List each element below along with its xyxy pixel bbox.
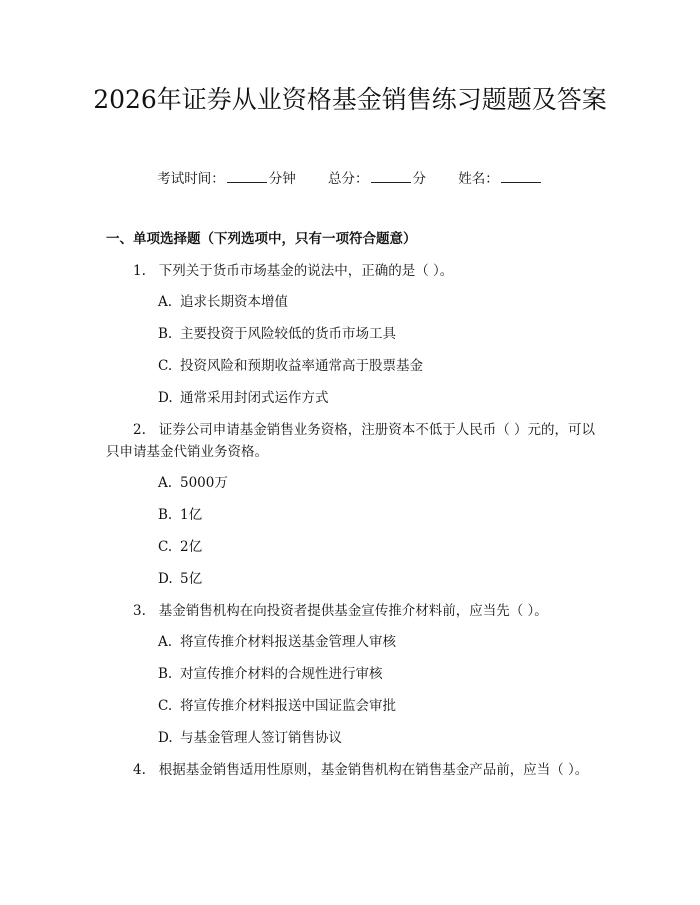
- option-letter: A.: [158, 475, 173, 491]
- question-1: [106, 260, 596, 282]
- total-score-unit: 分: [412, 171, 426, 187]
- exam-time-label: 考试时间：: [157, 171, 225, 187]
- option-text: 追求长期资本增值: [180, 294, 288, 310]
- option-letter: B.: [158, 666, 173, 682]
- question-2-option-d: [158, 569, 202, 589]
- question-3: [106, 600, 596, 622]
- option-letter: B.: [158, 507, 173, 523]
- name-field: [458, 168, 543, 189]
- total-score-label: 总分：: [328, 171, 369, 187]
- option-letter: A.: [158, 634, 173, 650]
- question-2-option-c: [158, 537, 202, 557]
- option-letter: D.: [158, 730, 173, 746]
- section-title: 一、单项选择题（下列选项中，只有一项符合题意）: [106, 231, 417, 247]
- question-text: 下列关于货币市场基金的说法中，正确的是（ ）。: [158, 263, 454, 279]
- question-text: 基金销售机构在向投资者提供基金宣传推介材料前，应当先（ ）。: [158, 603, 548, 619]
- name-label: 姓名：: [458, 171, 499, 187]
- question-1-option-c: [158, 356, 423, 376]
- question-3-option-d: [158, 728, 342, 748]
- exam-time-field: [157, 168, 296, 189]
- question-1-option-b: [158, 324, 396, 344]
- question-1-option-d: [158, 388, 329, 408]
- question-number: 2.: [133, 422, 146, 438]
- option-text: 投资风险和预期收益率通常高于股票基金: [180, 358, 423, 374]
- question-3-option-b: [158, 664, 383, 684]
- option-text: 将宣传推介材料报送基金管理人审核: [180, 634, 396, 650]
- option-letter: C.: [158, 358, 173, 374]
- option-text: 将宣传推介材料报送中国证监会审批: [180, 698, 396, 714]
- option-letter: D.: [158, 390, 173, 406]
- question-number: 1.: [133, 263, 146, 279]
- question-2-option-b: [158, 505, 202, 525]
- option-letter: D.: [158, 571, 173, 587]
- option-text: 与基金管理人签订销售协议: [180, 730, 342, 746]
- question-1-option-a: [158, 292, 288, 312]
- option-text: 5亿: [180, 571, 203, 587]
- question-2: [106, 419, 596, 463]
- question-4: [106, 759, 596, 781]
- option-text: 2亿: [180, 539, 203, 555]
- option-text: 5000万: [180, 475, 228, 491]
- exam-time-unit: 分钟: [268, 171, 296, 187]
- total-score-blank: [371, 168, 411, 183]
- exam-time-blank: [227, 168, 267, 183]
- question-number: 3.: [133, 603, 146, 619]
- question-3-option-a: [158, 632, 396, 652]
- option-text: 通常采用封闭式运作方式: [180, 390, 329, 406]
- option-text: 主要投资于风险较低的货币市场工具: [180, 326, 396, 342]
- question-3-option-c: [158, 696, 396, 716]
- option-text: 1亿: [180, 507, 203, 523]
- option-letter: B.: [158, 326, 173, 342]
- option-letter: A.: [158, 294, 173, 310]
- option-text: 对宣传推介材料的合规性进行审核: [180, 666, 383, 682]
- name-blank: [501, 168, 541, 183]
- document-title: 2026年证券从业资格基金销售练习题题及答案: [93, 85, 607, 114]
- question-2-option-a: [158, 473, 228, 493]
- question-text: 证券公司申请基金销售业务资格，注册资本不低于人民币（ ）元的，可以只申请基金代销业务资格。: [106, 422, 596, 460]
- question-number: 4.: [133, 762, 146, 778]
- exam-meta-line: [0, 168, 700, 189]
- option-letter: C.: [158, 539, 173, 555]
- option-letter: C.: [158, 698, 173, 714]
- total-score-field: [328, 168, 426, 189]
- question-text: 根据基金销售适用性原则，基金销售机构在销售基金产品前，应当（ ）。: [158, 762, 589, 778]
